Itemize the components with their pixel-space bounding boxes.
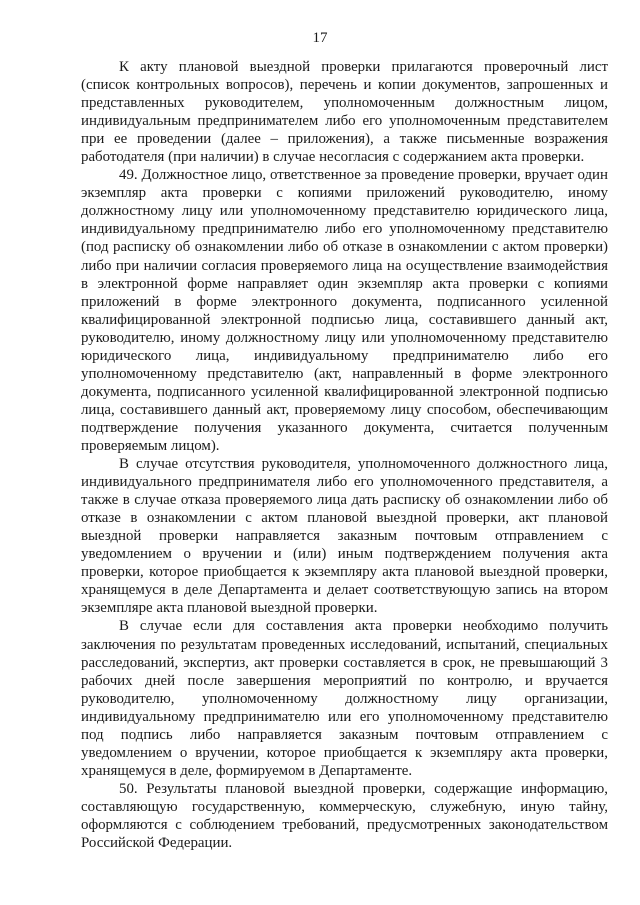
paragraph-attachments: К акту плановой выездной проверки прилагаются проверочный лист (список контрольных вопросов), перечень и копии документов, запрошенных и представленных руководителем, уполномоченным должностным лицом, индивидуальным предпринимателем либо его уполномоченным представителем при ее проведении (далее – приложения), а также письменные возражения работодателя (при наличии) в случае несогласия с содержанием акта проверки. <box>81 59 608 166</box>
paragraph-49-act-delivery: 49. Должностное лицо, ответственное за проведение проверки, вручает один экземпляр акта проверки с копиями приложений руководителю, иному должностному лицу или уполномоченному представителю юридического лица, индивидуальному предпринимателю либо его уполномоченному представителю (под расписку об ознакомлении либо об отказе в ознакомлении с актом проверки) либо при наличии согласия проверяемого лица на осуществление взаимодействия в электронной форме направляет один экземпляр акта проверки с копиями приложений в форме электронного документа, подписанного усиленной квалифицированной электронной подписью лица, составившего данный акт, руководителю, иному должностному лицу или уполномоченному представителю юридического лица, индивидуальному предпринимателю либо его уполномоченному представителю (акт, направленный в форме электронного документа, подписанного усиленной квалифицированной электронной подписью лица, составившего данный акт, проверяемому лицу способом, обеспечивающим подтверждение получения указанного документа, считается полученным проверяемым лицом). <box>81 167 608 454</box>
paragraph-absence-or-refusal: В случае отсутствия руководителя, уполномоченного должностного лица, индивидуального предпринимателя либо его уполномоченного представителя, а также в случае отказа проверяемого лица дать расписку об ознакомлении либо об отказе в ознакомлении с актом плановой выездной проверки, акт плановой выездной проверки направляется заказным почтовым отправлением с уведомлением о вручении и (или) иным подтверждением получения акта проверки, которое приобщается к экземпляру акта плановой выездной проверки, хранящемуся в деле Департамента и делает соответствующую запись на втором экземпляре акта плановой выездной проверки. <box>81 456 608 617</box>
paragraph-50-confidential-results: 50. Результаты плановой выездной проверки, содержащие информацию, составляющую государственную, коммерческую, служебную, иную тайну, оформляются с соблюдением требований, предусмотренных законодательством Российской Федерации. <box>81 780 608 852</box>
paragraph-expert-conclusions: В случае если для составления акта проверки необходимо получить заключения по результатам проведенных исследований, испытаний, специальных расследований, экспертиз, акт проверки составляется в срок, не превышающий 3 рабочих дней после завершения мероприятий по контролю, и вручается руководителю, уполномоченному должностному лицу организации, индивидуальному предпринимателю или его уполномоченному представителю под подпись либо направляется заказным почтовым отправлением с уведомлением о вручении, которое приобщается к экземпляру акта проверки, хранящемуся в деле, формируемом в Департаменте. <box>81 618 608 779</box>
page-number: 17 <box>312 30 328 46</box>
document-body <box>81 58 608 852</box>
